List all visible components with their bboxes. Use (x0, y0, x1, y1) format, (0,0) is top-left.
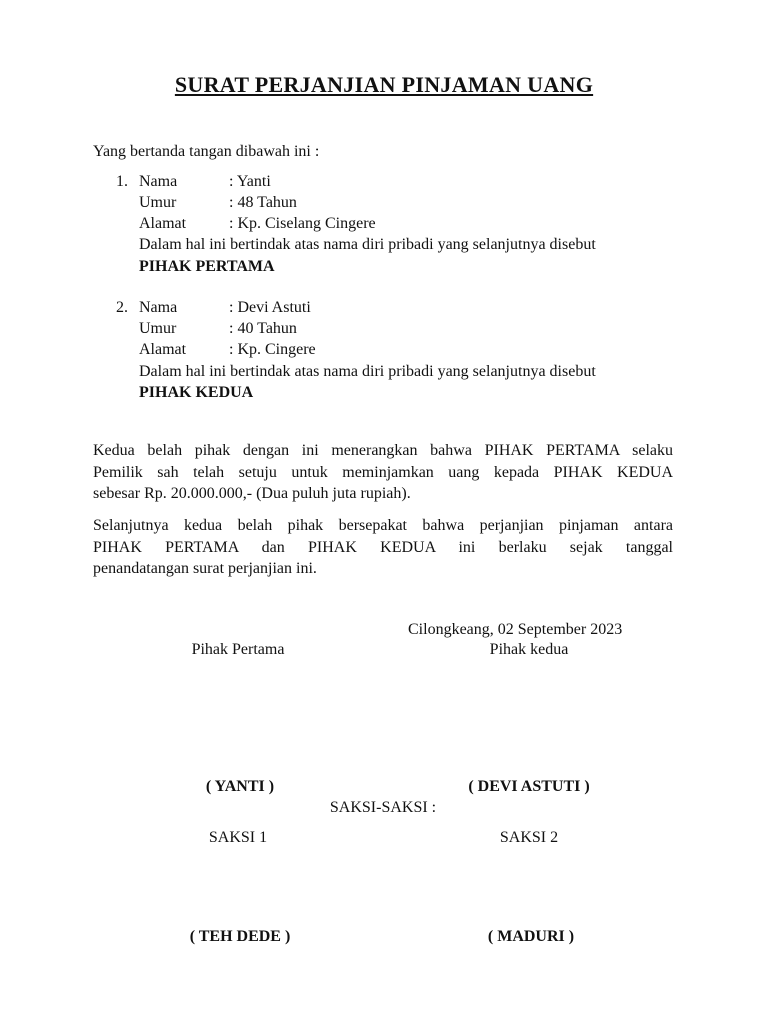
witness-2-label: SAKSI 2 (499, 829, 559, 846)
document-title: SURAT PERJANJIAN PINJAMAN UANG (174, 72, 594, 97)
party-2-statement: Dalam hal ini bertindak atas nama diri pribadi yang selanjutnya disebut (139, 363, 596, 380)
party-2-number: 2. (116, 299, 128, 316)
witnesses-heading: SAKSI-SAKSI : (329, 799, 437, 816)
second-party-signature-name: ( DEVI ASTUTI ) (468, 778, 590, 795)
first-party-label: Pihak Pertama (191, 641, 285, 658)
party-2-designation: PIHAK KEDUA (139, 384, 254, 401)
party-1-statement: Dalam hal ini bertindak atas nama diri pribadi yang selanjutnya disebut (139, 236, 596, 253)
party-2-name-value: : Devi Astuti (229, 299, 311, 316)
paragraph-line: PIHAK PERTAMA dan PIHAK KEDUA ini berlaku sejak tanggal (93, 538, 673, 556)
paragraph-line: Kedua belah pihak dengan ini menerangkan bahwa PIHAK PERTAMA selaku (93, 442, 673, 459)
party-1-address-value: : Kp. Ciselang Cingere (229, 215, 376, 232)
second-party-label: Pihak kedua (489, 641, 569, 658)
party-2-age-label: Umur (139, 320, 177, 337)
party-2-age-value: : 40 Tahun (229, 320, 297, 337)
intro-text: Yang bertanda tangan dibawah ini : (93, 143, 320, 160)
witness-2-name: ( MADURI ) (487, 928, 575, 945)
party-1-address-label: Alamat (139, 215, 187, 232)
place-date: Cilongkeang, 02 September 2023 (408, 621, 623, 638)
witness-1-name: ( TEH DEDE ) (189, 928, 291, 945)
party-1-name-value: : Yanti (229, 173, 271, 190)
party-1-age-value: : 48 Tahun (229, 194, 297, 211)
party-2-name-label: Nama (139, 299, 178, 316)
party-1-age-label: Umur (139, 194, 177, 211)
party-1-number: 1. (116, 173, 128, 190)
party-2-address-label: Alamat (139, 341, 187, 358)
paragraph-line: Pemilik sah telah setuju untuk meminjamkan uang kepada PIHAK KEDUA (93, 463, 673, 481)
paragraph-line: sebesar Rp. 20.000.000,- (Dua puluh juta rupiah). (93, 485, 411, 502)
witness-1-label: SAKSI 1 (208, 829, 268, 846)
party-1-designation: PIHAK PERTAMA (139, 258, 275, 275)
first-party-signature-name: ( YANTI ) (205, 778, 275, 795)
agreement-paragraph (93, 515, 673, 580)
party-1-name-label: Nama (139, 173, 178, 190)
party-2-address-value: : Kp. Cingere (229, 341, 316, 358)
paragraph-line: Selanjutnya kedua belah pihak bersepakat bahwa perjanjian pinjaman antara (93, 517, 673, 534)
loan-statement-paragraph (93, 440, 673, 505)
paragraph-line: penandatangan surat perjanjian ini. (93, 560, 317, 577)
